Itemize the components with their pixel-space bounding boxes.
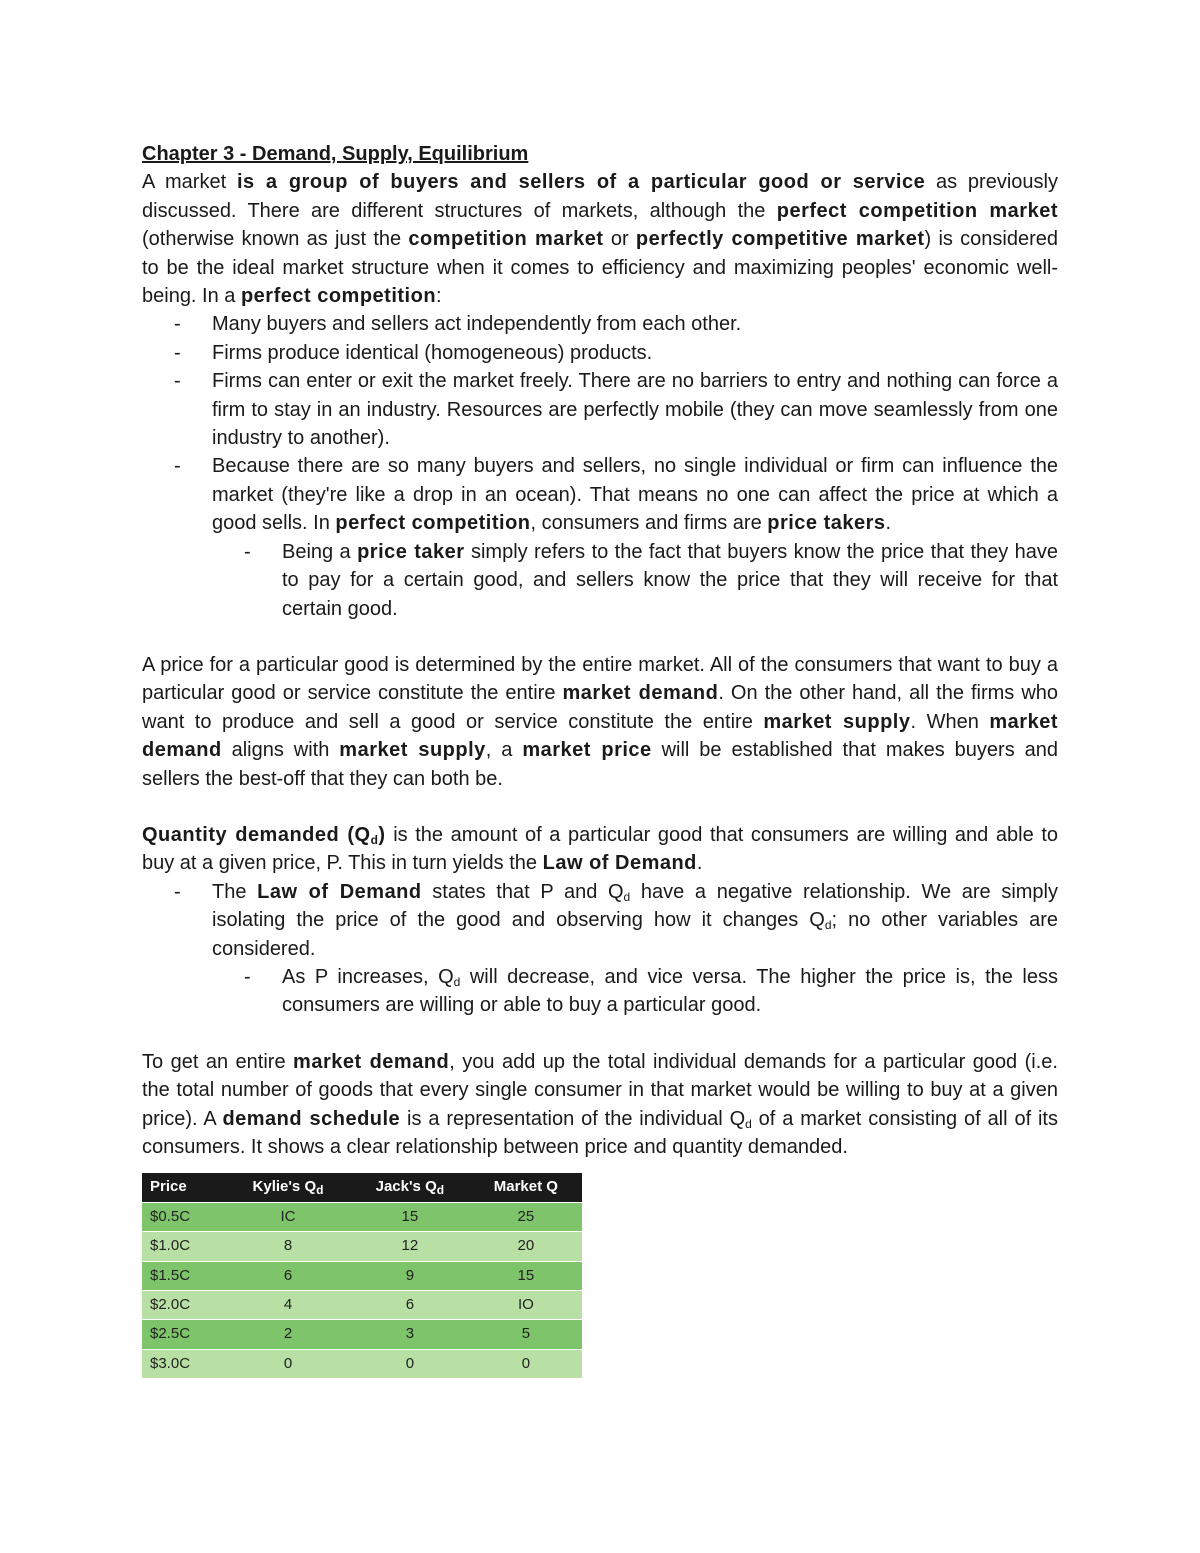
paragraph-market-price	[142, 651, 1058, 793]
list-item: - Many buyers and sellers act independently from each other.	[142, 310, 1058, 338]
text: A price for a particular good is determined by the entire market. All of the consumers that want to buy a particular good or service constitute the entire	[142, 653, 1058, 705]
bold-term: perfect competition	[240, 285, 437, 308]
text: (otherwise known as just the	[142, 228, 409, 251]
text: , a	[485, 739, 523, 762]
cell-price: $1.5C	[142, 1261, 226, 1290]
sub-list	[212, 538, 1058, 623]
cell-jack: 12	[350, 1232, 470, 1261]
list-item: - Firms produce identical (homogeneous) products.	[142, 339, 1058, 367]
text: will be established that makes buyers and sellers the best-off that they can both be.	[142, 739, 1059, 790]
bold-term: market demand	[562, 682, 719, 705]
bold-term: is a group of buyers and sellers of a particular good or service	[236, 171, 926, 194]
table-row	[142, 1202, 582, 1231]
cell-price: $3.0C	[142, 1349, 226, 1378]
bold-term: market demand	[142, 710, 1058, 762]
paragraph-market-demand: To get an entire market demand, you add up the total individual demands for a particular good (i.e. the total number of goods that every single consumer in that market would be willing to buy at a given price). A demand schedule is a representation of the individual $Q_d$ of a market consisting of all of its consumers. It shows a clear relationship between price and quantity demanded.	[142, 1050, 1058, 1158]
list-item: - As P increases, $Q_d$ will decrease, and vice versa. The higher the price is, the less consumers are willing or able to buy a particular good.	[212, 963, 1058, 1020]
cell-price: $1.0C	[142, 1232, 226, 1261]
bold-term: perfectly competitive market	[635, 228, 925, 251]
text: . When	[910, 710, 990, 733]
text: aligns with	[221, 739, 340, 762]
cell-jack: 15	[350, 1202, 470, 1231]
bold-term: demand schedule	[222, 1107, 401, 1130]
table-row	[142, 1320, 582, 1349]
cell-kylie: 8	[226, 1232, 350, 1261]
header-kylie-qd: Kylie's $Q_d$	[226, 1173, 350, 1202]
bold-term: perfect competition market	[776, 199, 1058, 222]
cell-kylie: IC	[226, 1202, 350, 1231]
cell-market: 20	[470, 1232, 582, 1261]
list-item	[142, 452, 1058, 622]
cell-jack: 9	[350, 1261, 470, 1290]
bold-term: Law of Demand	[257, 880, 422, 903]
cell-price: $2.5C	[142, 1320, 226, 1349]
cell-market: 15	[470, 1261, 582, 1290]
cell-jack: 0	[350, 1349, 470, 1378]
demand-schedule-table-wrap	[142, 1173, 1058, 1378]
text: Because there are so many buyers and sellers, no single individual or firm can influence the market (they're like a drop in an ocean). That means no one can affect the price at which a good sells. In	[212, 455, 1058, 535]
cell-market: 0	[470, 1349, 582, 1378]
cell-price: $2.0C	[142, 1291, 226, 1320]
bold-term: competition market	[408, 228, 604, 251]
cell-market: 25	[470, 1202, 582, 1231]
text: A market	[142, 171, 237, 194]
cell-kylie: 2	[226, 1320, 350, 1349]
document-page	[142, 140, 1058, 1378]
sub-list	[212, 963, 1058, 1020]
demand-schedule-table	[142, 1173, 582, 1378]
bold-term: Law of Demand	[542, 852, 697, 875]
text: as previously discussed. There are different structures of markets, although the	[142, 171, 1058, 222]
perfect-competition-list	[142, 310, 1058, 622]
text: is the amount of a particular good that consumers are willing and able to buy at a given price, P. This in turn yields the	[142, 823, 1059, 875]
text: simply refers to the fact that buyers know the price that they have to pay for a certain good, and sellers know the price that they will receive for that certain good.	[282, 540, 1059, 620]
bold-term: market demand	[293, 1050, 450, 1073]
cell-jack: 3	[350, 1320, 470, 1349]
table-row	[142, 1261, 582, 1290]
cell-kylie: 6	[226, 1261, 350, 1290]
paragraph-market-definition	[142, 168, 1058, 310]
text: .	[885, 512, 892, 535]
cell-price: $0.5C	[142, 1202, 226, 1231]
bold-term: Quantity demanded $(Q_d)$	[142, 823, 386, 847]
cell-jack: 6	[350, 1291, 470, 1320]
cell-kylie: 0	[226, 1349, 350, 1378]
list-item	[212, 538, 1058, 623]
cell-kylie: 4	[226, 1291, 350, 1320]
table-row	[142, 1232, 582, 1261]
list-item: - Firms can enter or exit the market freely. There are no barriers to entry and nothing can force a firm to stay in an industry. Resources are perfectly mobile (they can move seamlessly from one industry to another).	[142, 367, 1058, 452]
bold-term: price takers	[767, 512, 886, 535]
paragraph-quantity-demanded	[142, 821, 1058, 878]
header-market-q: Market Q	[470, 1173, 582, 1202]
text: .	[696, 852, 703, 875]
text: , consumers and firms are	[530, 512, 768, 535]
text: :	[436, 285, 442, 308]
bold-term: price taker	[357, 540, 465, 563]
table-row	[142, 1291, 582, 1320]
table-row	[142, 1349, 582, 1378]
bold-term: perfect competition	[335, 512, 531, 535]
text: ) is considered to be the ideal market structure when it comes to efficiency and maximizing peoples' economic well-being. In a	[142, 228, 1058, 308]
header-jack-qd: Jack's $Q_d$	[350, 1173, 470, 1202]
table-header-row	[142, 1173, 582, 1202]
list-item: - The Law of Demand states that P and $Q_d$ have a negative relationship. We are simply isolating the price of the good and observing how it changes $Q_d$; no other variables are considered. - As P increases, $Q_d$ will decrease, and vice versa. The higher the price is, the less consumers are willing or able to buy a particular good.	[142, 878, 1058, 1020]
text: Being a	[282, 540, 358, 563]
chapter-title: Chapter 3 - Demand, Supply, Equilibrium	[142, 143, 529, 165]
cell-market: 5	[470, 1320, 582, 1349]
text: or	[603, 228, 636, 251]
bold-term: market supply	[339, 739, 486, 762]
bold-term: market supply	[763, 710, 911, 733]
bold-term: market price	[522, 739, 652, 762]
header-price: Price	[142, 1173, 226, 1202]
text: . On the other hand, all the firms who want to produce and sell a good or service constitute the entire	[142, 682, 1059, 733]
cell-market: IO	[470, 1291, 582, 1320]
law-of-demand-list	[142, 878, 1058, 1020]
